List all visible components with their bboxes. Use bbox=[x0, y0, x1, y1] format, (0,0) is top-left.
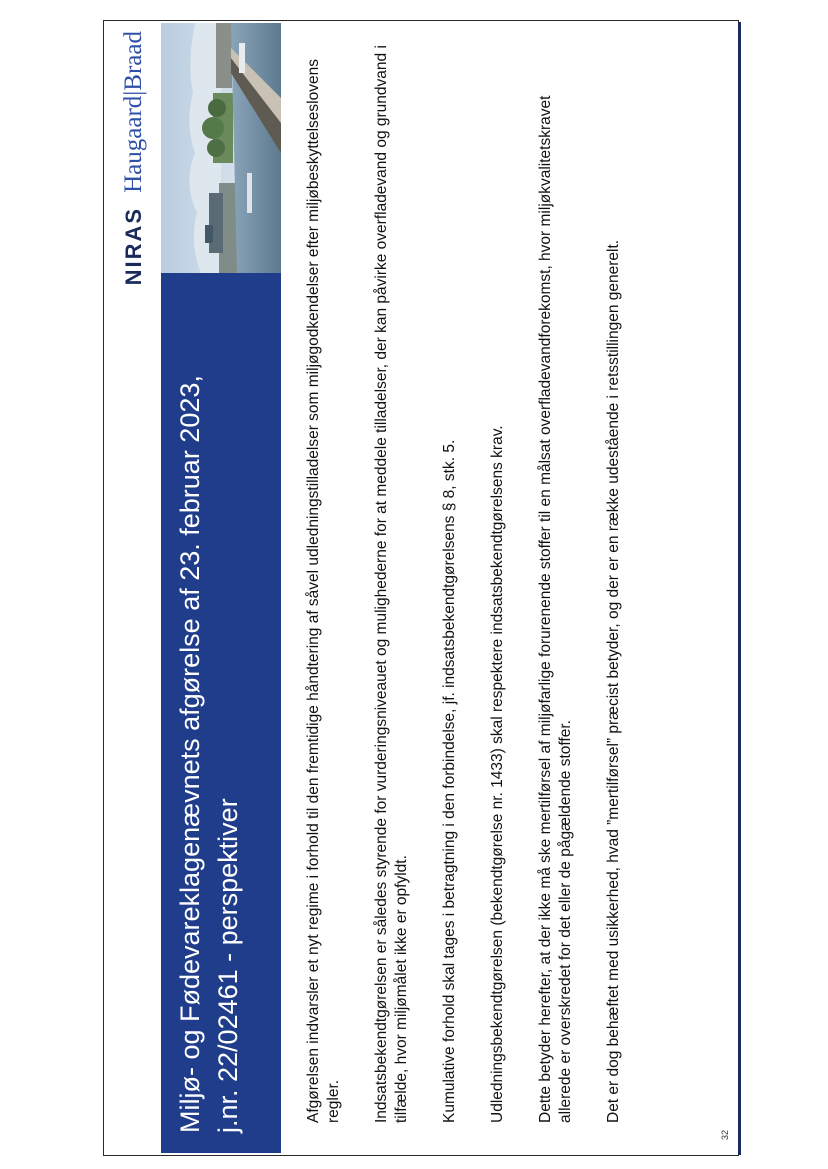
paragraph: Afgørelsen indvarsler et nyt regime i forhold til den fremtidige håndtering af såvel udledningstilladelser som miljøgodkendelser efter miljøbeskyttelseslovens regler. bbox=[305, 59, 342, 1123]
paragraph: Det er dog behæftet med usikkerhed, hvad ”mertilførsel” præcist betyder, og der er en række udestående i retsstillingen generelt. bbox=[605, 239, 622, 1123]
logo-braad: Braad bbox=[119, 31, 147, 91]
niras-logo: NIRAS bbox=[120, 206, 146, 286]
logo-separator: | bbox=[119, 90, 147, 96]
slide-title bbox=[171, 273, 247, 1133]
paragraph: Kumulative forhold skal tages i betragtning i den forbindelse, jf. indsatsbekendtgørelsens § 8, stk. 5. bbox=[441, 439, 458, 1123]
harbor-photo-image bbox=[161, 23, 281, 273]
paragraph: Dette betyder herefter, at der ikke må ske mertilførsel af miljøfarlige forurenende stoffer til en målsat overfladevandforekomst, hvor miljøkvalitetskravet allerede er overskredet for det eller de pågældende stoffer. bbox=[537, 95, 574, 1123]
haugaard-braad-logo bbox=[120, 31, 148, 193]
logo-row bbox=[106, 23, 161, 286]
slide bbox=[106, 23, 736, 1153]
slide-title-line-1: Miljø- og Fødevareklagenævnets afgørelse af 23. februar 2023, bbox=[175, 375, 205, 1133]
harbor-photo bbox=[161, 23, 281, 273]
body-text bbox=[304, 43, 652, 1123]
slide-title-line-2: j.nr. 22/02461 - perspektiver bbox=[213, 798, 243, 1133]
page-number: 32 bbox=[720, 1130, 730, 1141]
logo-haugaard: Haugaard bbox=[119, 95, 147, 193]
slide-divider bbox=[738, 22, 741, 1155]
paragraph: Udledningsbekendtgørelsen (bekendtgørelse nr. 1433) skal respektere indsatsbekendtgørelsens krav. bbox=[489, 425, 506, 1123]
paragraph: Indsatsbekendtgørelsen er således styrende for vurderingsniveauet og mulighederne for at meddele tilladelser, der kan påvirke overfladevand og grundvand i tilfælde, hvor miljømålet ikke er opfyldt. bbox=[373, 45, 410, 1123]
